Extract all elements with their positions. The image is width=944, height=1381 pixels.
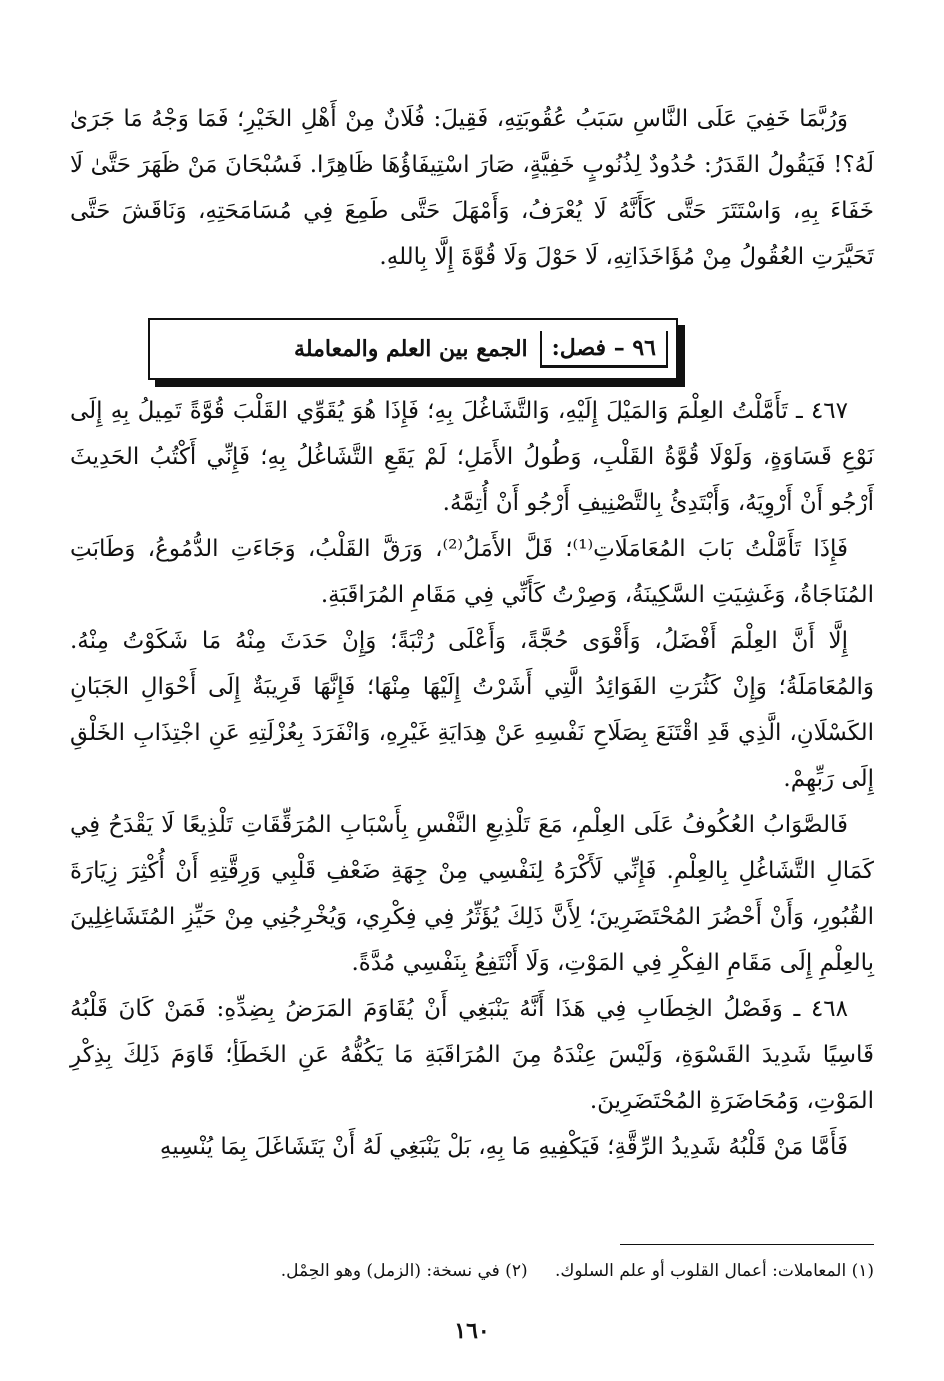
paragraph: فَالصَّوَابُ العُكُوفُ عَلَى العِلْمِ، مَعَ تَلْذِيعِ النَّفْسِ بِأَسْبَابِ المُرَقِّقَاتِ تَلْذِيعًا لَا يَقْدَحُ فِي كَمَالِ التَّشَاغُلِ بِالعِلْمِ. فَإِنِّي لَأَكْرَهُ لِنَفْسِي مِنْ جِهَةِ ضَعْفِ قَلْبِي وَرِقَّتِهِ أَنْ أُكْثِرَ زِيَارَةَ القُبُورِ، وَأَنْ أَحْضُرَ المُحْتَضَرِينَ؛ لِأَنَّ ذَلِكَ يُؤَثِّرُ فِي فِكْرِي، وَيُخْرِجُنِي مِنْ حَيِّزِ المُتَشَاغِلِينَ بِالعِلْمِ إِلَى مَقَامِ الفِكْرِ فِي المَوْتِ، وَلَا أَنْتَفِعُ بِنَفْسِي مُدَّةً. [70,812,874,976]
paragraph-468: ٤٦٨ ـ وَفَصْلُ الخِطَابِ فِي هَذَا أَنَّهُ يَنْبَغِي أَنْ يُقَاوَمَ المَرَضُ بِضِدِّهِ: فَمَنْ كَانَ قَلْبُهُ قَاسِيًا شَدِيدَ القَسْوَةِ، وَلَيْسَ عِنْدَهُ مِنَ المُرَاقَبَةِ مَا يَكُفُّهُ عَنِ الخَطَأِ؛ قَاوَمَ ذَلِكَ بِذِكْرِ المَوْتِ، وَمُحَاضَرَةِ المُحْتَضَرِينَ. [70,996,874,1114]
section-heading-box [148,318,678,380]
footnotes [70,1258,874,1284]
paragraph: إِلَّا أَنَّ العِلْمَ أَفْضَلُ، وَأَقْوَى حُجَّةً، وَأَعْلَى رُتْبَةً؛ وَإِنْ حَدَثَ مِنْهُ مَا شَكَوْتُ مِنْهُ. وَالمُعَامَلَةُ؛ وَإِنْ كَثُرَتِ الفَوَائِدُ الَّتِي أَشَرْتُ إِلَيْهَا مِنْهَا؛ فَإِنَّهَا قَرِيبَةٌ إِلَى أَحْوَالِ الجَبَانِ الكَسْلَانِ، الَّذِي قَدِ اقْتَنَعَ بِصَلَاحِ نَفْسِهِ عَنْ هِدَايَةِ غَيْرِهِ، وَانْفَرَدَ بِعُزْلَتِهِ عَنِ اجْتِذَابِ الخَلْقِ إِلَى رَبِّهِمْ. [70,628,874,792]
paragraph: فَإِذَا تَأَمَّلْتُ بَابَ المُعَامَلَاتِ⁽¹⁾؛ قَلَّ الأَمَلُ⁽²⁾، وَرَقَّ القَلْبُ، وَجَاءَتِ الدُّمُوعُ، وَطَابَتِ المُنَاجَاةُ، وَغَشِيَتِ السَّكِينَةُ، وَصِرْتُ كَأَنِّي فِي مَقَامِ المُرَاقَبَةِ. [70,536,874,608]
page-number: ١٦٠ [454,1318,490,1344]
intro-text-block [70,96,874,280]
footnote-2: (٢) في نسخة: (الزمل) وهو الحِمْل. [280,1261,528,1281]
section-title: الجمع بين العلم والمعاملة [294,336,528,362]
body-text-block [70,388,874,1170]
footnote-divider [620,1244,874,1245]
paragraph: فَأَمَّا مَنْ قَلْبُهُ شَدِيدُ الرِّقَّةِ؛ فَيَكْفِيهِ مَا بِهِ، بَلْ يَنْبَغِي لَهُ أَنْ يَتَشَاغَلَ بِمَا يُنْسِيهِ [159,1134,848,1160]
section-heading [294,331,668,368]
intro-paragraph: وَرُبَّمَا خَفِيَ عَلَى النَّاسِ سَبَبُ عُقُوبَتِهِ، فَقِيلَ: فُلَانٌ مِنْ أَهْلِ الخَيْرِ؛ فَمَا وَجْهُ مَا جَرَىٰ لَهُ؟! فَيَقُولُ القَدَرُ: حُدُودٌ لِذُنُوبٍ خَفِيَّةٍ، صَارَ اسْتِيفَاؤُهَا ظَاهِرًا. فَسُبْحَانَ مَنْ ظَهَرَ حَتَّىٰ لَا خَفَاءَ بِهِ، وَاسْتَتَرَ حَتَّى كَأَنَّهُ لَا يُعْرَفُ، وَأَمْهَلَ حَتَّى طَمِعَ فِي مُسَامَحَتِهِ، وَنَاقَشَ حَتَّى تَحَيَّرَتِ العُقُولُ مِنْ مُؤَاخَذَاتِهِ، لَا حَوْلَ وَلَا قُوَّةَ إِلَّا بِاللهِ. [70,106,874,270]
paragraph-467: ٤٦٧ ـ تَأَمَّلْتُ العِلْمَ وَالمَيْلَ إِلَيْهِ، وَالتَّشَاغُلَ بِهِ؛ فَإِذَا هُوَ يُقَوِّي القَلْبَ قُوَّةً تَمِيلُ بِهِ إِلَى نَوْعِ قَسَاوَةٍ، وَلَوْلَا قُوَّةُ القَلْبِ، وَطُولُ الأَمَلِ؛ لَمْ يَقَعِ التَّشَاغُلُ بِهِ؛ فَإِنِّي أَكْتُبُ الحَدِيثَ أَرْجُو أَنْ أَرْوِيَهُ، وَأَبْتَدِئُ بِالتَّصْنِيفِ أَرْجُو أَنْ أُتِمَّهُ. [70,398,874,516]
footnote-1: (١) المعاملات: أعمال القلوب أو علم السلوك. [555,1261,874,1281]
section-number: ٩٦ – فصل: [540,331,668,368]
